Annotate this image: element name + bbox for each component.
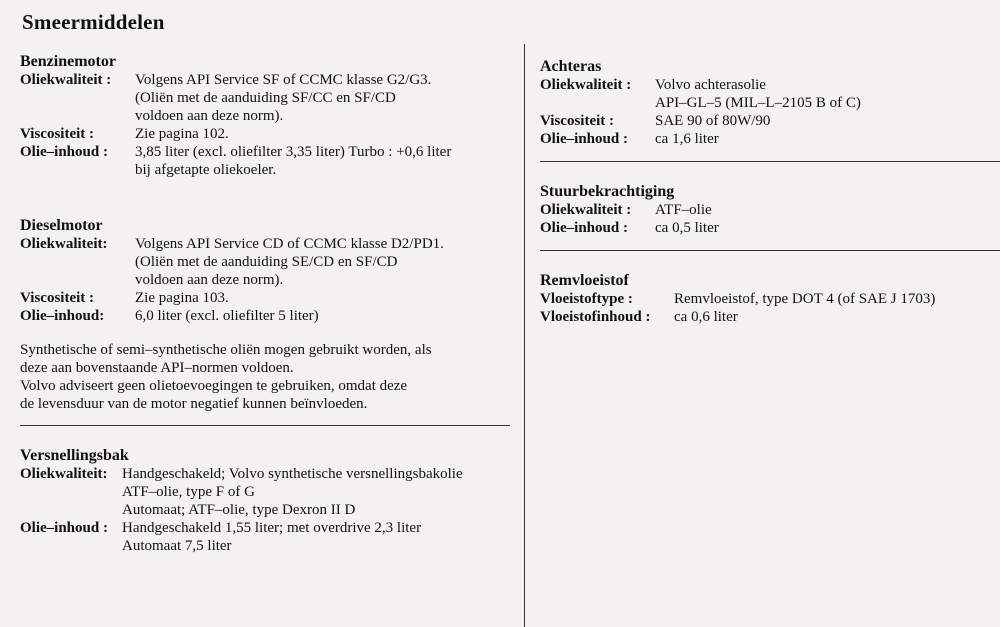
oil-note-line-1: Synthetische of semi–synthetische oliën mogen gebruikt worden, als — [20, 342, 432, 358]
gearbox-capacity-line-2: Automaat 7,5 liter — [122, 538, 232, 554]
power-steering-oil-quality-label: Oliekwaliteit : — [540, 202, 632, 218]
benzine-oil-quality-row — [20, 71, 515, 125]
rear-axle-heading: Achteras — [540, 58, 602, 75]
rear-axle-viscosity-label: Viscositeit : — [540, 113, 615, 129]
page-title: Smeermiddelen — [22, 10, 165, 34]
gearbox-capacity-line-1: Handgeschakeld 1,55 liter; met overdrive 2,3 liter — [122, 520, 422, 536]
diesel-oil-quality-value — [135, 235, 444, 289]
power-steering-oil-quality-value: ATF–olie — [655, 202, 712, 218]
diesel-oil-quality-line-2: (Oliën met de aanduiding SE/CD en SF/CD — [135, 254, 398, 270]
power-steering-capacity-label: Olie–inhoud : — [540, 220, 628, 236]
benzine-capacity-row — [20, 143, 515, 179]
brake-fluid-type-row — [540, 290, 1000, 308]
diesel-heading: Dieselmotor — [20, 217, 103, 234]
gearbox-oil-quality-label: Oliekwaliteit: — [20, 466, 108, 482]
benzine-capacity-line-1: 3,85 liter (excl. oliefilter 3,35 liter) Turbo : +0,6 liter — [135, 144, 452, 160]
rear-axle-oil-quality-line-2: API–GL–5 (MIL–L–2105 B of C) — [655, 95, 861, 111]
left-column — [20, 52, 515, 555]
column-divider — [524, 44, 525, 627]
rear-axle-section — [540, 57, 1000, 148]
benzine-oil-quality-line-3: voldoen aan deze norm). — [135, 108, 284, 124]
benzine-section — [20, 52, 515, 179]
rear-axle-viscosity-value: SAE 90 of 80W/90 — [655, 113, 771, 129]
power-steering-section — [540, 182, 1000, 237]
diesel-oil-quality-line-1: Volgens API Service CD of CCMC klasse D2/PD1. — [135, 236, 444, 252]
benzine-oil-quality-value — [135, 71, 431, 125]
gearbox-heading: Versnellingsbak — [20, 447, 129, 464]
benzine-heading: Benzinemotor — [20, 53, 116, 70]
oil-note-line-4: de levensduur van de motor negatief kunnen beïnvloeden. — [20, 396, 368, 412]
diesel-section — [20, 216, 515, 325]
power-steering-capacity-value: ca 0,5 liter — [655, 220, 719, 236]
benzine-oil-quality-line-2: (Oliën met de aanduiding SF/CC en SF/CD — [135, 90, 396, 106]
gearbox-oil-quality-line-1: Handgeschakeld; Volvo synthetische versnellingsbakolie — [122, 466, 463, 482]
benzine-oil-quality-label: Oliekwaliteit : — [20, 72, 112, 88]
benzine-viscosity-label: Viscositeit : — [20, 126, 95, 142]
brake-fluid-capacity-label: Vloeistofinhoud : — [540, 309, 651, 325]
gearbox-oil-quality-line-2: ATF–olie, type F of G — [122, 484, 255, 500]
gearbox-oil-quality-value — [122, 465, 463, 519]
rear-axle-capacity-value: ca 1,6 liter — [655, 131, 719, 147]
brake-fluid-section — [540, 271, 1000, 326]
benzine-capacity-value — [135, 143, 451, 179]
diesel-viscosity-label: Viscositeit : — [20, 290, 95, 306]
gearbox-section — [20, 446, 515, 555]
oil-note-line-2: deze aan bovenstaande API–normen voldoen. — [20, 360, 294, 376]
benzine-capacity-label: Olie–inhoud : — [20, 144, 108, 160]
benzine-capacity-line-2: bij afgetapte oliekoeler. — [135, 162, 277, 178]
gearbox-capacity-value — [122, 519, 421, 555]
gearbox-oil-quality-row — [20, 465, 515, 519]
benzine-viscosity-value: Zie pagina 102. — [135, 126, 229, 142]
diesel-capacity-value: 6,0 liter (excl. oliefilter 5 liter) — [135, 308, 319, 324]
brake-fluid-capacity-value: ca 0,6 liter — [674, 309, 738, 325]
gearbox-oil-quality-line-3: Automaat; ATF–olie, type Dexron II D — [122, 502, 356, 518]
benzine-oil-quality-line-1: Volgens API Service SF of CCMC klasse G2/G3. — [135, 72, 432, 88]
diesel-viscosity-value: Zie pagina 103. — [135, 290, 229, 306]
diesel-capacity-row — [20, 307, 515, 325]
rear-axle-oil-quality-label: Oliekwaliteit : — [540, 77, 632, 93]
diesel-capacity-label: Olie–inhoud: — [20, 308, 105, 324]
power-steering-oil-quality-row — [540, 201, 1000, 219]
brake-fluid-capacity-row — [540, 308, 1000, 326]
diesel-oil-quality-label: Oliekwaliteit: — [20, 236, 108, 252]
power-steering-capacity-row — [540, 219, 1000, 237]
rear-axle-capacity-label: Olie–inhoud : — [540, 131, 628, 147]
divider-right-2 — [540, 250, 1000, 251]
rear-axle-viscosity-row — [540, 112, 1000, 130]
gearbox-capacity-row — [20, 519, 515, 555]
diesel-oil-quality-row — [20, 235, 515, 289]
oil-note — [20, 341, 515, 413]
diesel-viscosity-row — [20, 289, 515, 307]
benzine-viscosity-row — [20, 125, 515, 143]
diesel-oil-quality-line-3: voldoen aan deze norm). — [135, 272, 284, 288]
right-column — [540, 57, 1000, 326]
power-steering-heading: Stuurbekrachtiging — [540, 183, 675, 200]
rear-axle-oil-quality-value — [655, 76, 861, 112]
oil-note-line-3: Volvo adviseert geen olietoevoegingen te gebruiken, omdat deze — [20, 378, 408, 394]
brake-fluid-type-value: Remvloeistof, type DOT 4 (of SAE J 1703) — [674, 291, 936, 307]
rear-axle-oil-quality-line-1: Volvo achterasolie — [655, 77, 766, 93]
rear-axle-oil-quality-row — [540, 76, 1000, 112]
divider-left — [20, 425, 510, 426]
gearbox-capacity-label: Olie–inhoud : — [20, 520, 108, 536]
rear-axle-capacity-row — [540, 130, 1000, 148]
brake-fluid-type-label: Vloeistoftype : — [540, 291, 633, 307]
divider-right-1 — [540, 161, 1000, 162]
brake-fluid-heading: Remvloeistof — [540, 272, 629, 289]
